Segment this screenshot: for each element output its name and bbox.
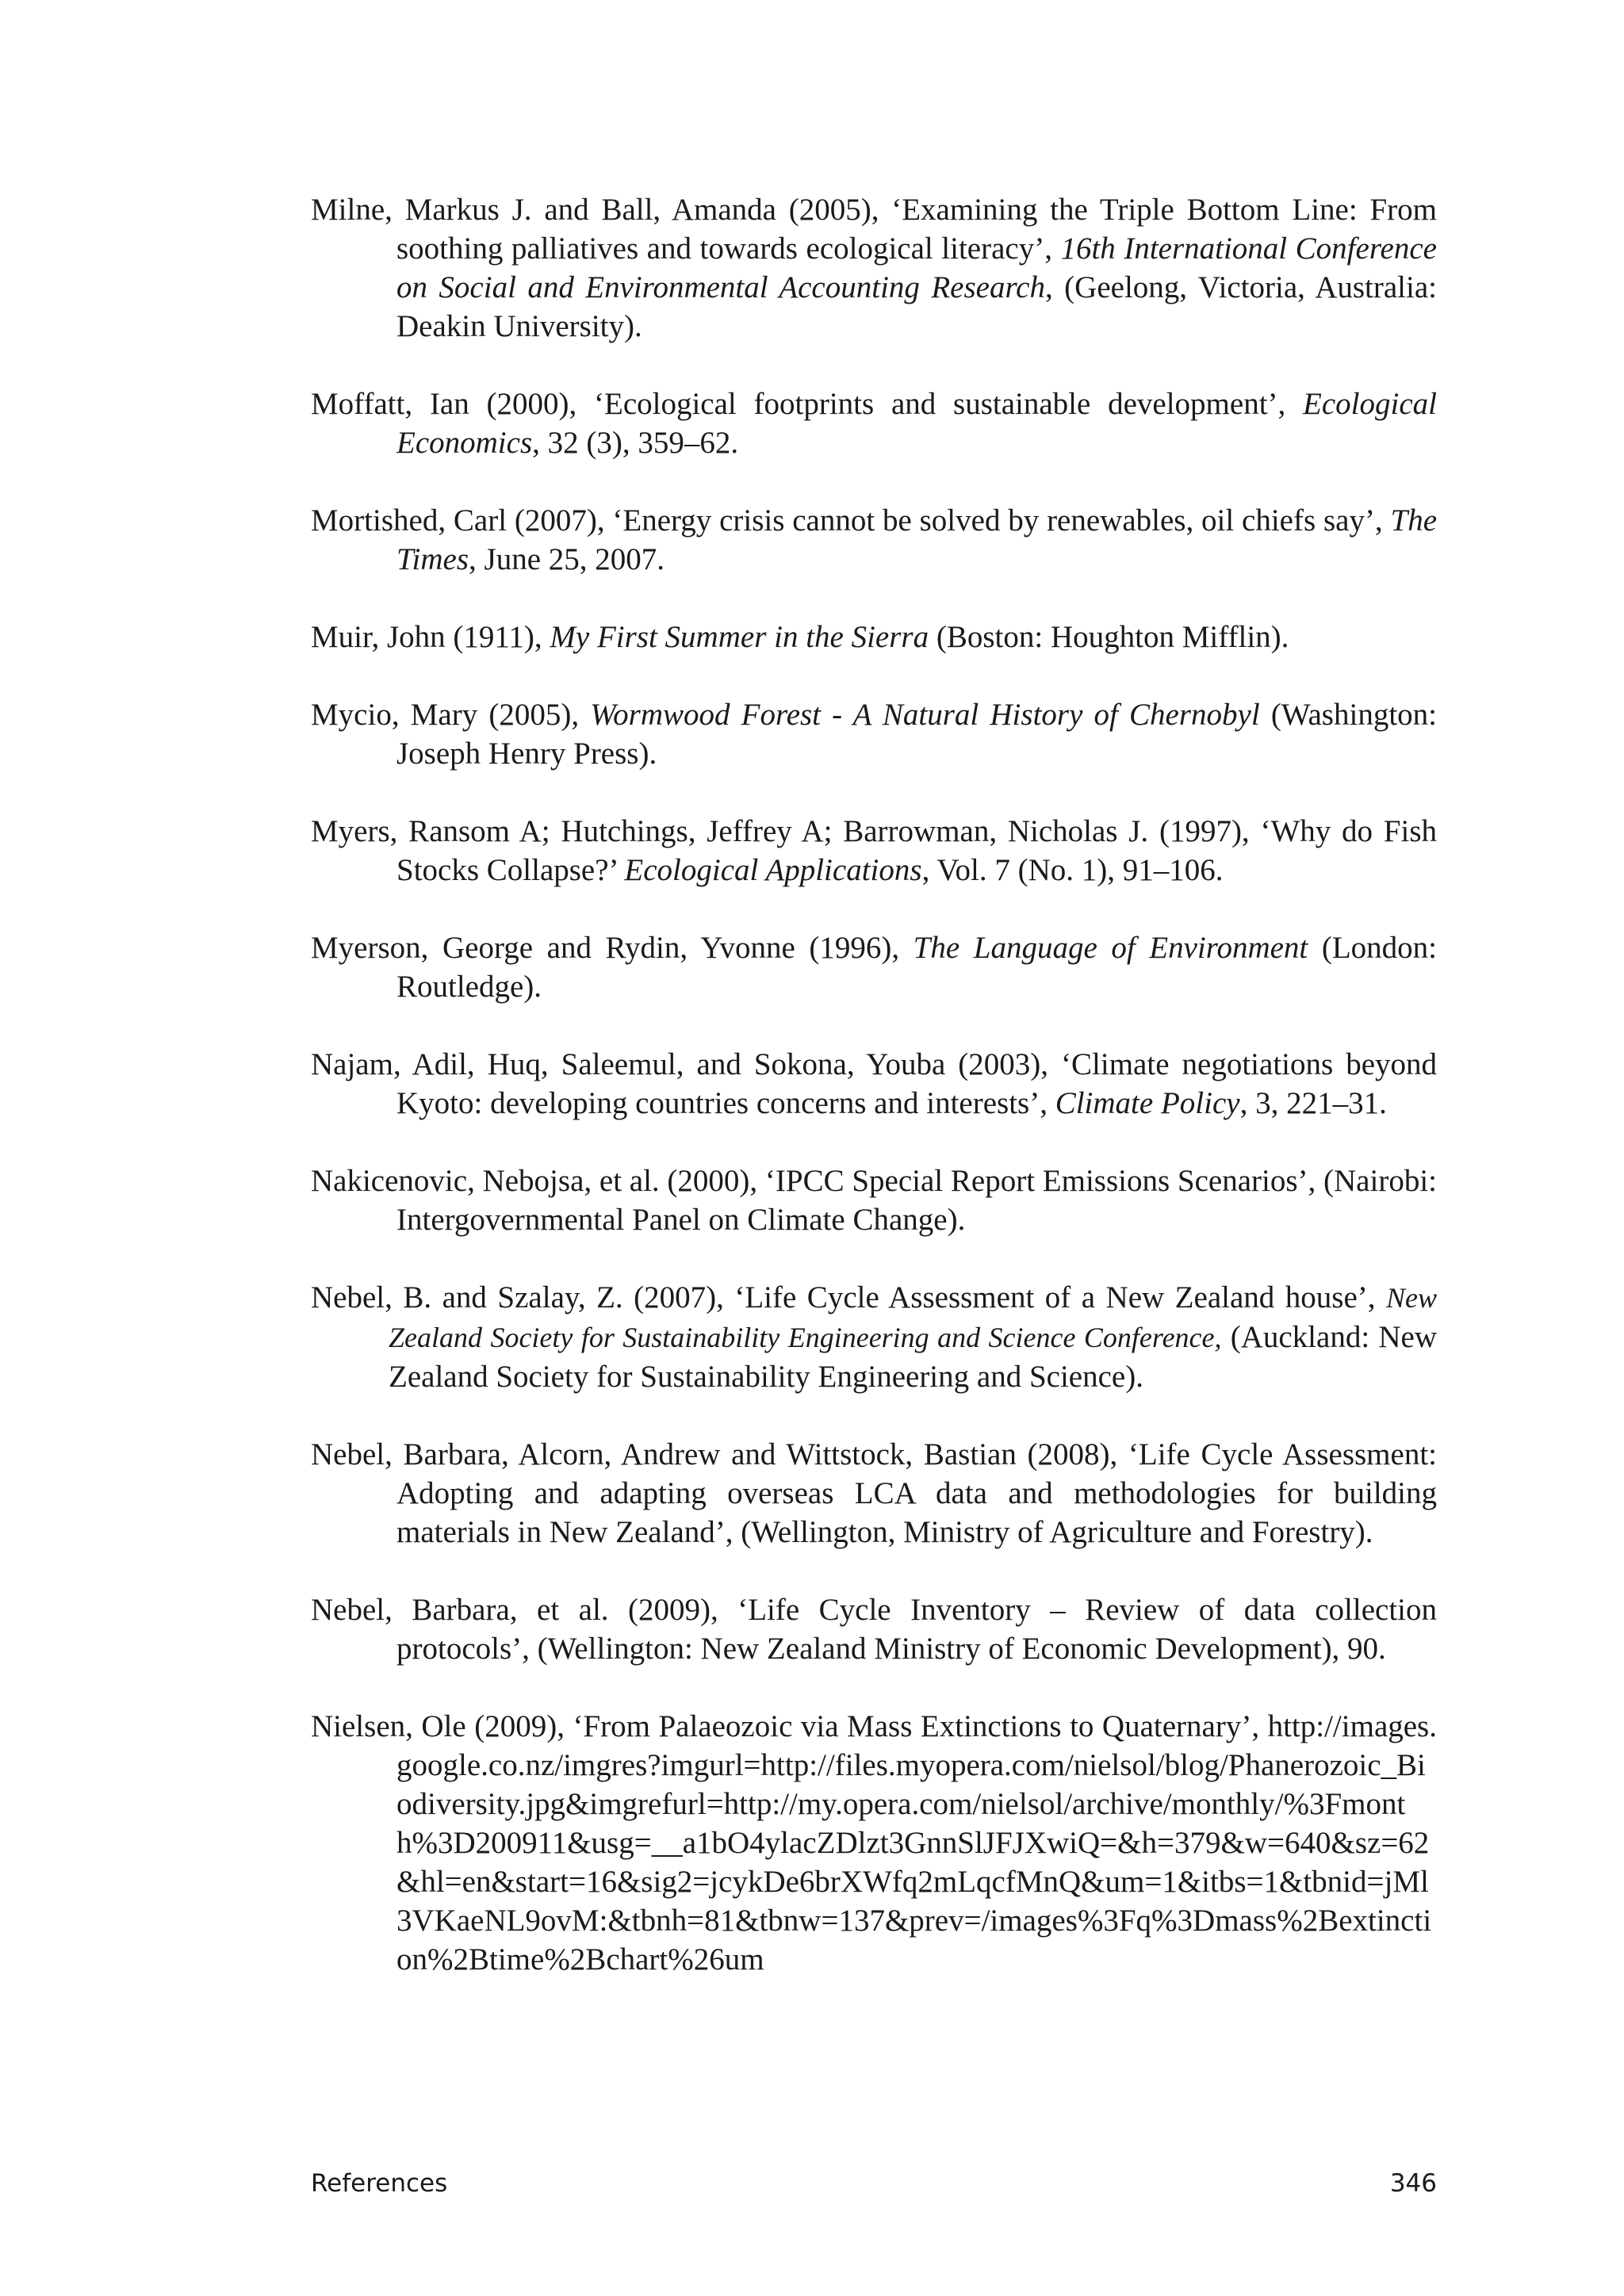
reference-text: , 3, 221–31. [1239,1086,1387,1120]
reference-entry [311,385,1437,462]
reference-entry [311,812,1437,890]
reference-text: Muir, John (1911), [311,620,550,654]
reference-text: Moffatt, Ian (2000), ‘Ecological footprints and sustainable development’, [311,387,1304,421]
reference-title-italic: 16th International Conference on Social and Environmental Accounting Research [396,232,1437,304]
reference-title-italic: New Zealand Society for Sustainability Engineering and Science Conference, [389,1282,1437,1353]
reference-text: Milne, Markus J. and Ball, Amanda (2005), ‘Examining the Triple Bottom Line: From soothing palliatives and towards ecological literacy’, [311,193,1437,266]
reference-title-italic: Wormwood Forest - A Natural History of Chernobyl [590,698,1260,732]
reference-text: Najam, Adil, Huq, Saleemul, and Sokona, Youba (2003), ‘Climate negotiations beyond Kyoto: developing countries concerns and interests’, [311,1047,1437,1120]
footer-section-label: References [311,2169,448,2198]
reference-entry [311,928,1437,1006]
reference-entry [311,1045,1437,1123]
reference-entry [311,501,1437,579]
reference-list [311,190,1437,2018]
reference-text: Nakicenovic, Nebojsa, et al. (2000), ‘IPCC Special Report Emissions Scenarios’, (Nairobi: Intergovernmental Panel on Climate Change). [311,1164,1437,1237]
reference-text: , Vol. 7 (No. 1), 91–106. [921,853,1224,887]
reference-text: , (Geelong, Victoria, Australia: Deakin University). [396,270,1437,343]
reference-title-italic: The Language of Environment [913,931,1308,965]
reference-entry [311,1590,1437,1668]
reference-title-italic: Ecological Applications [624,853,922,887]
reference-entry [311,1161,1437,1239]
reference-title-italic: Ecological Economics [396,387,1437,460]
reference-text: Nebel, Barbara, et al. (2009), ‘Life Cycle Inventory – Review of data collection protocols’, (Wellington: New Zealand Ministry of Economic Development), 90. [311,1593,1437,1666]
reference-entry [311,190,1437,346]
reference-text: (Boston: Houghton Mifflin). [929,620,1289,654]
reference-text: (Washington: Joseph Henry Press). [396,698,1437,771]
reference-text: Mycio, Mary (2005), [311,698,591,732]
reference-text: (London: Routledge). [396,931,1437,1004]
reference-title-italic: The Times [396,503,1437,576]
page-number: 346 [1389,2169,1437,2198]
reference-url: http://images.google.co.nz/imgres?imgurl=http://files.myopera.com/nielsol/blog/Phanerozoic_Biodiversity.jpg&imgrefurl=http://my.opera.com/nielsol/archive/monthly/%3Fmonth%3D200911&usg=__a1bO4ylacZDlzt3GnnSlJFJXwiQ=&h=379&w=640&sz=62&hl=en&start=16&sig2=jcykDe6brXWfq2mLqcfMnQ&um=1&itbs=1&tbnid=jMl3VKaeNL9ovM:&tbnh=81&tbnw=137&prev=/images%3Fq%3Dmass%2Bextinction%2Btime%2Bchart%26um [396,1709,1437,1976]
reference-text: Nebel, Barbara, Alcorn, Andrew and Wittstock, Bastian (2008), ‘Life Cycle Assessment: Adopting and adapting overseas LCA data and methodologies for building materials in New Zealand’, (Wellington, Ministry of Agriculture and Forestry). [311,1437,1437,1549]
reference-text: , June 25, 2007. [469,542,665,576]
reference-entry [311,695,1437,773]
reference-text: Nebel, B. and Szalay, Z. (2007), ‘Life Cycle Assessment of a New Zealand house’, [311,1280,1386,1314]
reference-text: Myerson, George and Rydin, Yvonne (1996), [311,931,914,965]
reference-entry [311,1707,1437,1979]
reference-entry [311,1278,1437,1396]
reference-text: Myers, Ransom A; Hutchings, Jeffrey A; Barrowman, Nicholas J. (1997), ‘Why do Fish Stocks Collapse?’ [311,814,1437,887]
reference-title-italic: Climate Policy [1055,1086,1240,1120]
reference-entry [311,1435,1437,1552]
reference-entry [311,618,1437,656]
reference-text: (Auckland: New Zealand Society for Sustainability Engineering and Science). [389,1320,1437,1394]
reference-text: Nielsen, Ole (2009), ‘From Palaeozoic via Mass Extinctions to Quaternary’, [311,1709,1268,1743]
reference-text: , 32 (3), 359–62. [532,426,739,460]
reference-text: Mortished, Carl (2007), ‘Energy crisis cannot be solved by renewables, oil chiefs say’, [311,503,1391,538]
reference-title-italic: My First Summer in the Sierra [550,620,929,654]
